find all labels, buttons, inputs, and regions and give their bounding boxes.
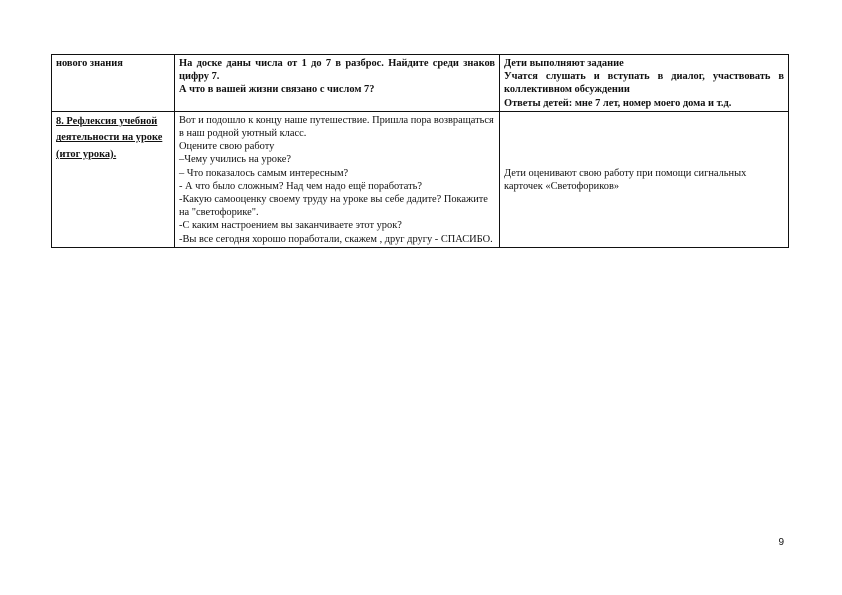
children-line: Дети оценивают свою работу при помощи сигнальных карточек «Светофориков» bbox=[504, 167, 747, 192]
stage-cell bbox=[52, 55, 175, 112]
stage-text: 8. Рефлексия учебной деятельности на уроке (итог урока). bbox=[56, 115, 163, 160]
teacher-line: На доске даны числа от 1 до 7 в разброс. Найдите среди знаков цифру 7. bbox=[179, 58, 495, 83]
teacher-line: – Что показалось самым интересным? bbox=[179, 167, 349, 179]
teacher-activity-cell bbox=[175, 111, 500, 247]
teacher-line: - А что было сложным? Над чем надо ещё поработать? bbox=[179, 180, 422, 192]
teacher-line: -Вы все сегодня хорошо поработали, скажем , друг другу - СПАСИБО. bbox=[179, 233, 493, 245]
stage-text: нового знания bbox=[56, 58, 123, 69]
teacher-line: А что в вашей жизни связано с числом 7? bbox=[179, 84, 375, 96]
children-activity-cell bbox=[500, 55, 789, 112]
children-line: Учатся слушать и вступать в диалог, участвовать в коллективном обсуждении bbox=[504, 71, 784, 96]
children-line: Дети выполняют задание bbox=[504, 58, 624, 69]
stage-cell bbox=[52, 111, 175, 247]
teacher-activity-cell bbox=[175, 55, 500, 112]
teacher-line: -Какую самооценку своему труду на уроке вы себе дадите? Покажите на "светофорике". bbox=[179, 194, 488, 219]
table-row bbox=[52, 55, 789, 112]
children-line: Ответы детей: мне 7 лет, номер моего дома и т.д. bbox=[504, 97, 732, 109]
teacher-line: Оцените свою работу bbox=[179, 141, 275, 153]
lesson-table bbox=[51, 54, 789, 248]
teacher-line: –Чему учились на уроке? bbox=[179, 154, 291, 166]
page-number: 9 bbox=[778, 537, 784, 548]
table-row bbox=[52, 111, 789, 247]
teacher-line: -С каким настроением вы заканчиваете этот урок? bbox=[179, 220, 402, 232]
teacher-line: Вот и подошло к концу наше путешествие. Пришла пора возвращаться в наш родной уютный класс. bbox=[179, 114, 494, 140]
children-activity-cell bbox=[500, 111, 789, 247]
